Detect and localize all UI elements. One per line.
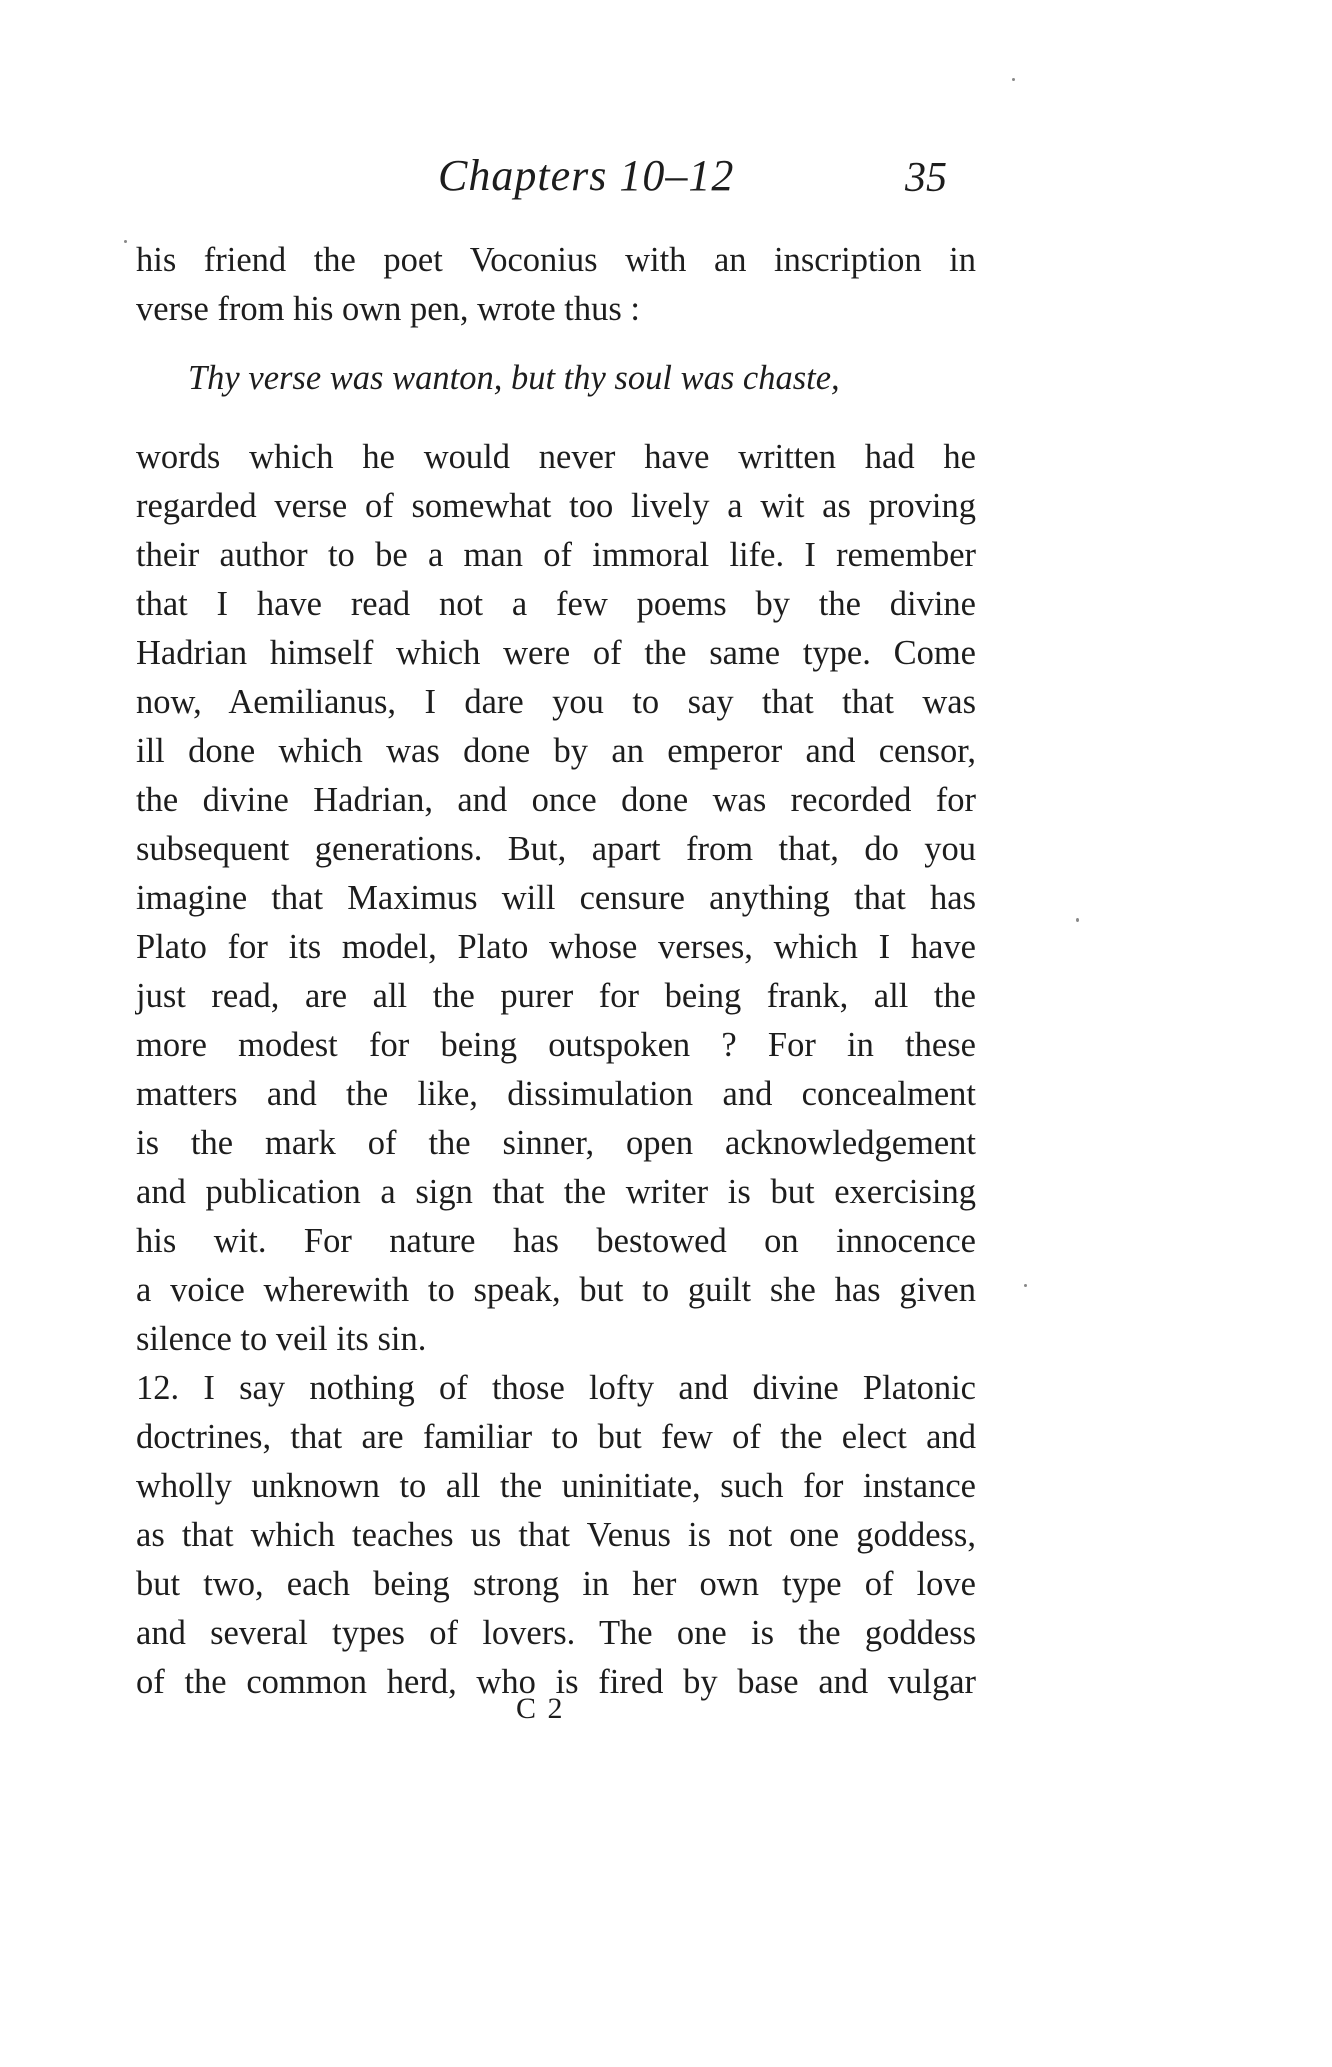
text-line: is the mark of the sinner, open acknowledgement <box>136 1124 976 1162</box>
text-line: subsequent generations. But, apart from that, do you <box>136 830 976 868</box>
text-line: more modest for being outspoken ? For in these <box>136 1026 976 1064</box>
text-line: and publication a sign that the writer is but exercising <box>136 1173 976 1211</box>
text-line: the divine Hadrian, and once done was recorded for <box>136 781 976 819</box>
verse-quotation: Thy verse was wanton, but thy soul was chaste, <box>188 359 840 397</box>
text-line: wholly unknown to all the uninitiate, such for instance <box>136 1467 976 1505</box>
scan-speck <box>1012 78 1015 81</box>
text-line: ill done which was done by an emperor and censor, <box>136 732 976 770</box>
text-line: doctrines, that are familiar to but few of the elect and <box>136 1418 976 1456</box>
text-line: Hadrian himself which were of the same type. Come <box>136 634 976 672</box>
text-line: his wit. For nature has bestowed on innocence <box>136 1222 976 1260</box>
text-line: regarded verse of somewhat too lively a wit as proving <box>136 487 976 525</box>
body-text <box>136 236 976 1707</box>
text-line: Plato for its model, Plato whose verses, which I have <box>136 928 976 966</box>
text-line: their author to be a man of immoral life. I remember <box>136 536 976 574</box>
scan-speck <box>1076 918 1079 922</box>
text-line: words which he would never have written had he <box>136 438 976 476</box>
running-head <box>0 150 1332 210</box>
text-line: verse from his own pen, wrote thus : <box>136 290 640 328</box>
running-title: Chapters 10–12 <box>438 151 735 200</box>
text-line: imagine that Maximus will censure anything that has <box>136 879 976 917</box>
text-line: silence to veil its sin. <box>136 1320 427 1358</box>
text-line: that I have read not a few poems by the divine <box>136 585 976 623</box>
text-line: 12. I say nothing of those lofty and divine Platonic <box>136 1369 976 1407</box>
text-line: of the common herd, who is fired by base and vulgar <box>136 1663 976 1701</box>
page-number: 35 <box>905 155 947 201</box>
text-line: but two, each being strong in her own type of love <box>136 1565 976 1603</box>
text-line: just read, are all the purer for being frank, all the <box>136 977 976 1015</box>
scan-speck <box>1024 1284 1027 1287</box>
scan-speck <box>124 240 127 243</box>
text-line: and several types of lovers. The one is the goddess <box>136 1614 976 1652</box>
text-line: a voice wherewith to speak, but to guilt she has given <box>136 1271 976 1309</box>
text-line: now, Aemilianus, I dare you to say that that was <box>136 683 976 721</box>
text-line: as that which teaches us that Venus is not one goddess, <box>136 1516 976 1554</box>
signature-mark: C 2 <box>516 1692 565 1725</box>
text-line: matters and the like, dissimulation and concealment <box>136 1075 976 1113</box>
text-line: his friend the poet Voconius with an inscription in <box>136 241 976 279</box>
